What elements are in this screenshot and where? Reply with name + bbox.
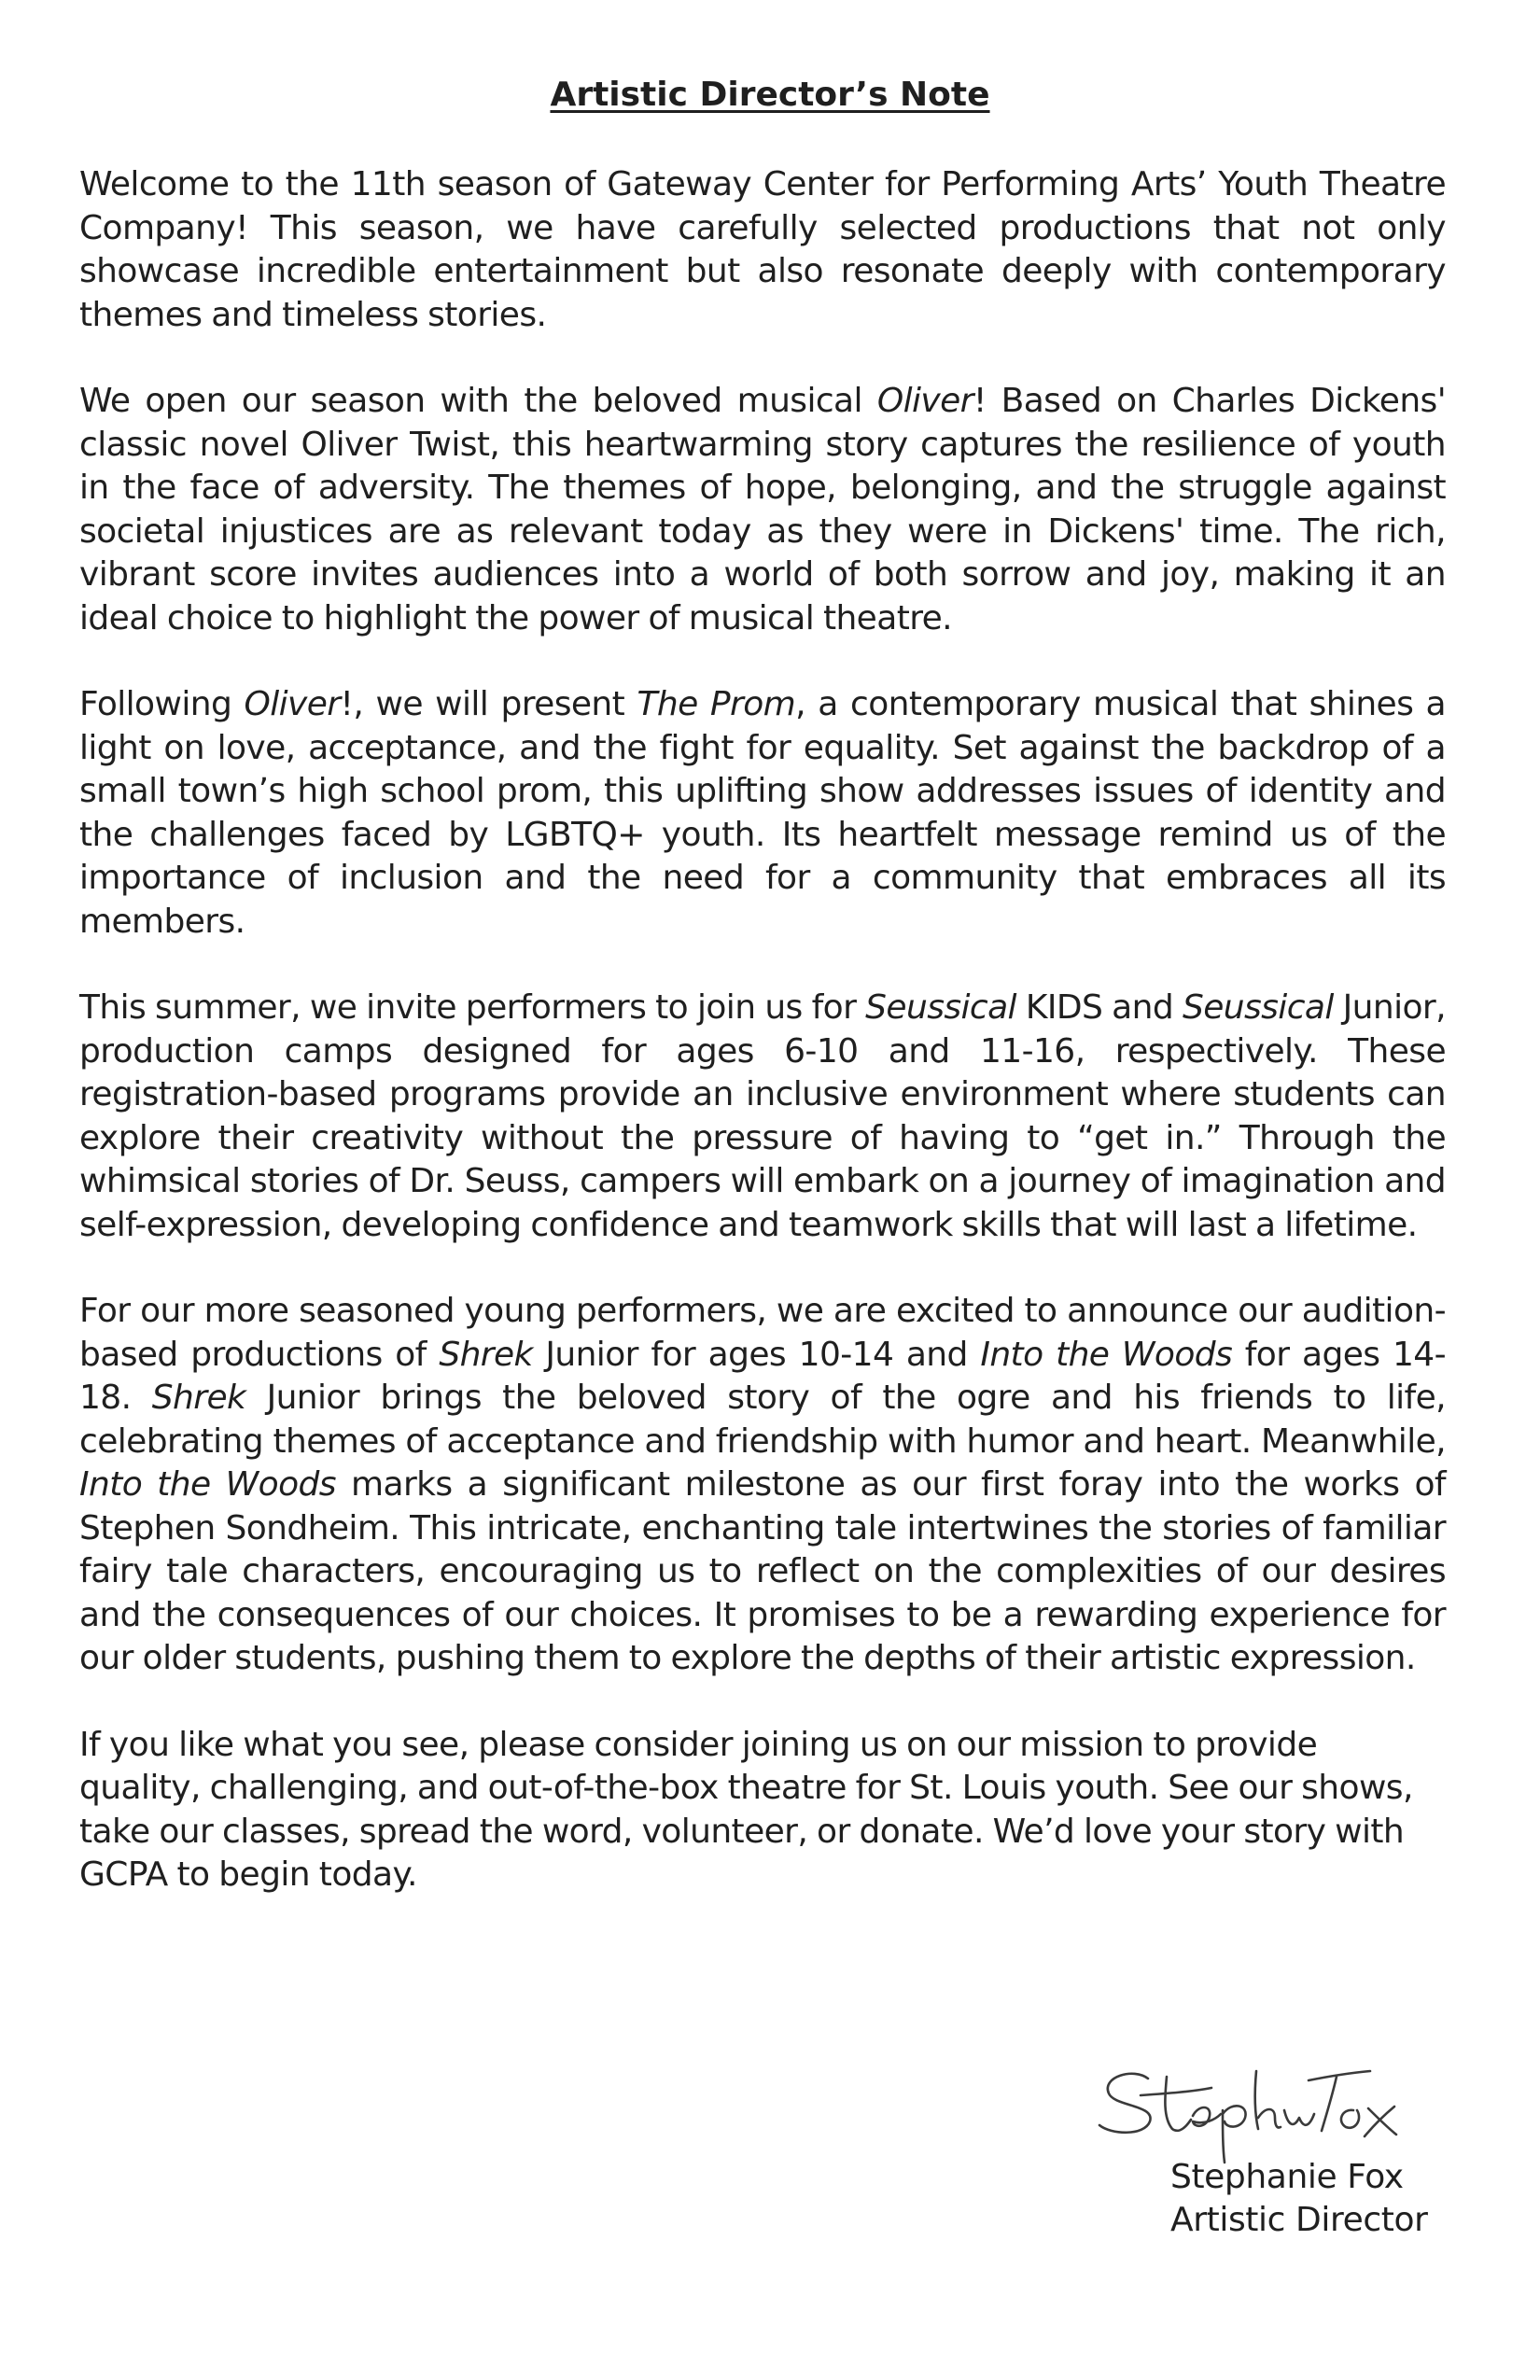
paragraph-text: marks a significant milestone as our first foray into the works of Stephen Sondheim. This intricate, enchanting tale intertwines the stories of familiar fairy tale characters, encouraging us to reflect on the complexities of our desires and the consequences of our choices. It promises to be a rewarding experience for our older students, pushing them to explore the depths of their artistic expression. xyxy=(79,1465,1446,1677)
paragraph-text: For our more seasoned young performers, we are excited to announce our audition-based productions of xyxy=(79,1292,1446,1374)
title-emphasis: Shrek xyxy=(439,1335,533,1374)
paragraph-text: If you like what you see, please consider joining us on our mission to provide quality, challenging, and out-of-the-box theatre for St. Louis youth. See our shows, take our classes, spread the word, volunteer, or donate. We’d love your story with GCPA to begin today. xyxy=(79,1725,1413,1894)
paragraph-text: !, we will present xyxy=(340,685,637,723)
paragraph-text: Junior, production camps designed for ages 6-10 and 11-16, respectively. These registration-based programs provide an inclusive environment where students can explore their creativity without the pressure of having to “get in.” Through the whimsical stories of Dr. Seuss, campers will embark on a journey of imagination and self-expression, developing confidence and teamwork skills that will last a lifetime. xyxy=(79,988,1446,1244)
page-title: Artistic Director’s Note xyxy=(550,76,990,114)
title-emphasis: Seussical xyxy=(1182,988,1334,1027)
paragraph-text: This summer, we invite performers to join us for xyxy=(79,988,866,1027)
paragraph-text: Following xyxy=(79,685,245,723)
paragraph xyxy=(79,1724,1446,1897)
signer-title: Artistic Director xyxy=(1170,2201,1428,2239)
letter-body xyxy=(79,163,1446,1940)
paragraph xyxy=(79,163,1446,337)
title-emphasis: Oliver xyxy=(876,382,973,420)
paragraph-text: Welcome to the 11th season of Gateway Center for Performing Arts’ Youth Theatre Company! This season, we have carefully selected productions that not only showcase incredible entertainment but also resonate deeply with contemporary themes and timeless stories. xyxy=(79,165,1446,334)
paragraph-text: KIDS and xyxy=(1015,988,1183,1027)
signature-icon xyxy=(1083,2039,1400,2170)
title-emphasis: Shrek xyxy=(151,1379,246,1417)
title-emphasis: Seussical xyxy=(865,988,1016,1027)
paragraph xyxy=(79,987,1446,1247)
title-emphasis: Into the Woods xyxy=(980,1335,1233,1374)
paragraph-text: Junior brings the beloved story of the ogre and his friends to life, celebrating themes of acceptance and friendship with humor and heart. Meanwhile, xyxy=(79,1379,1446,1461)
paragraph xyxy=(79,683,1446,944)
title-emphasis: Into the Woods xyxy=(79,1465,336,1504)
title-emphasis: Oliver xyxy=(244,685,341,723)
paragraph xyxy=(79,1290,1446,1681)
paragraph-text: , a contemporary musical that shines a light on love, acceptance, and the fight for equality. Set against the backdrop of a small town’s high school prom, this uplifting show addresses issues of identity and the challenges faced by LGBTQ+ youth. Its heartfelt message remind us of the importance of inclusion and the need for a community that embraces all its members. xyxy=(79,685,1447,941)
title-emphasis: The Prom xyxy=(637,685,796,723)
paragraph xyxy=(79,380,1446,640)
paragraph-text: We open our season with the beloved musical xyxy=(79,382,877,420)
paragraph-text: Junior for ages 10-14 and xyxy=(532,1335,981,1374)
paragraph-text: for ages 14-18. xyxy=(79,1335,1446,1417)
paragraph-text: ! Based on Charles Dickens' classic novel Oliver Twist, this heartwarming story captures the resilience of youth in the face of adversity. The themes of hope, belonging, and the struggle against societal injustices are as relevant today as they were in Dickens' time. The rich, vibrant score invites audiences into a world of both sorrow and joy, making it an ideal choice to highlight the power of musical theatre. xyxy=(79,382,1447,637)
signer-name: Stephanie Fox xyxy=(1170,2158,1404,2196)
